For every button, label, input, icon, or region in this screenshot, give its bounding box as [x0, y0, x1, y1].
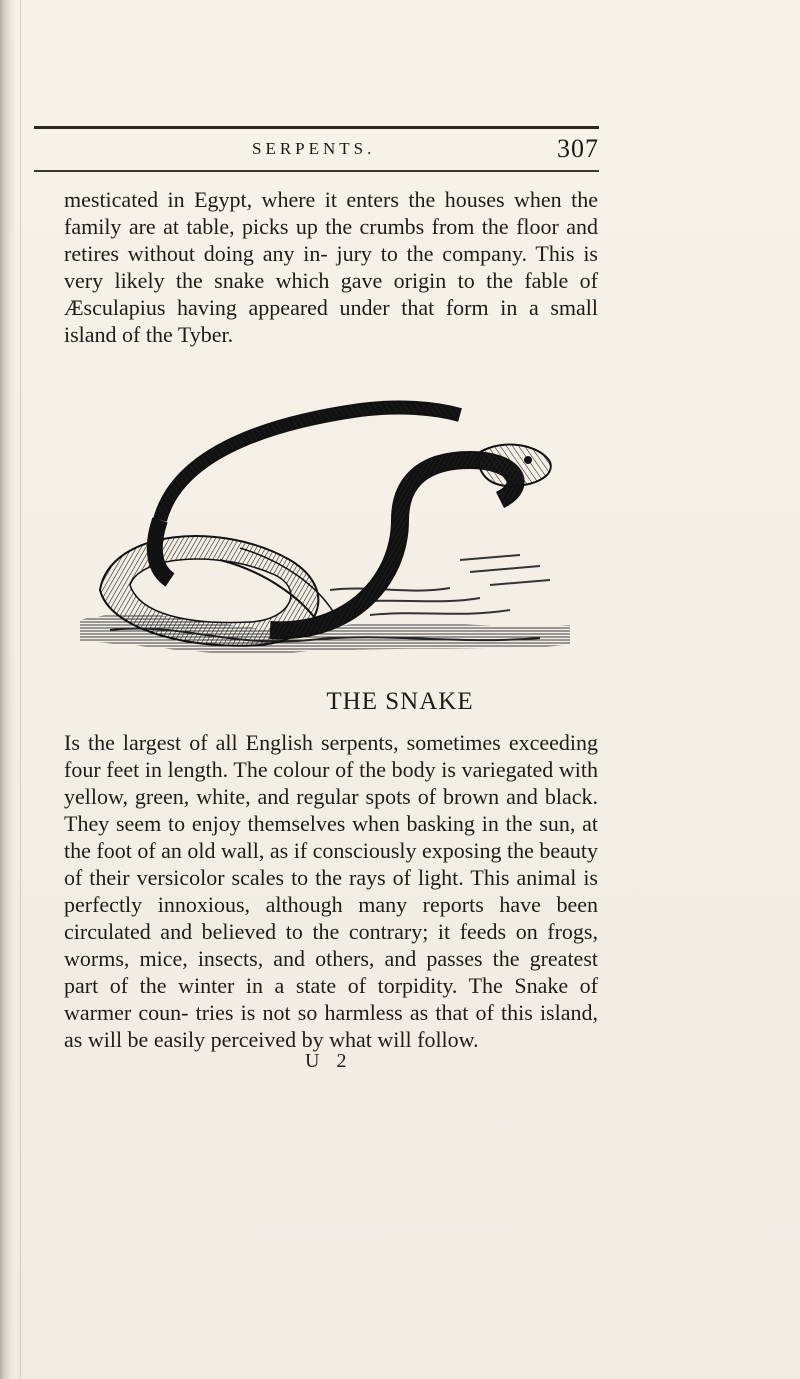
paragraph-intro: mesticated in Egypt, where it enters the houses when the family are at table, picks up the crumbs from the floor and retires without doing any in- jury to the company. This is very likely the snake which gave origin to the fable of Æsculapius having appeared under that form in a small island of the Tyber.: [64, 187, 598, 347]
page-number: 307: [557, 134, 599, 163]
running-head: [34, 136, 599, 166]
running-head-title: SERPENTS.: [252, 139, 376, 158]
page-header: [34, 120, 599, 176]
illustration-caption: THE SNAKE: [326, 688, 474, 715]
header-top-rule: [34, 126, 599, 129]
signature-mark: U 2: [305, 1050, 353, 1072]
snake-illustration: [70, 390, 590, 680]
header-bottom-rule: [34, 170, 599, 172]
paragraph-description: Is the largest of all English serpents, sometimes exceeding four feet in length. The colour of the body is variegated with yellow, green, white, and regular spots of brown and black. They seem to enjoy themselves when basking in the sun, at the foot of an old wall, as if consciously exposing the beauty of their versicolor scales to the rays of light. This animal is perfectly innoxious, although many reports have been circulated and believed to the contrary; it feeds on frogs, worms, mice, insects, and others, and passes the greatest part of the winter in a state of torpidity. The Snake of warmer coun- tries is not so harmless as that of this island, as will be easily perceived by what will follow.: [64, 730, 598, 1052]
